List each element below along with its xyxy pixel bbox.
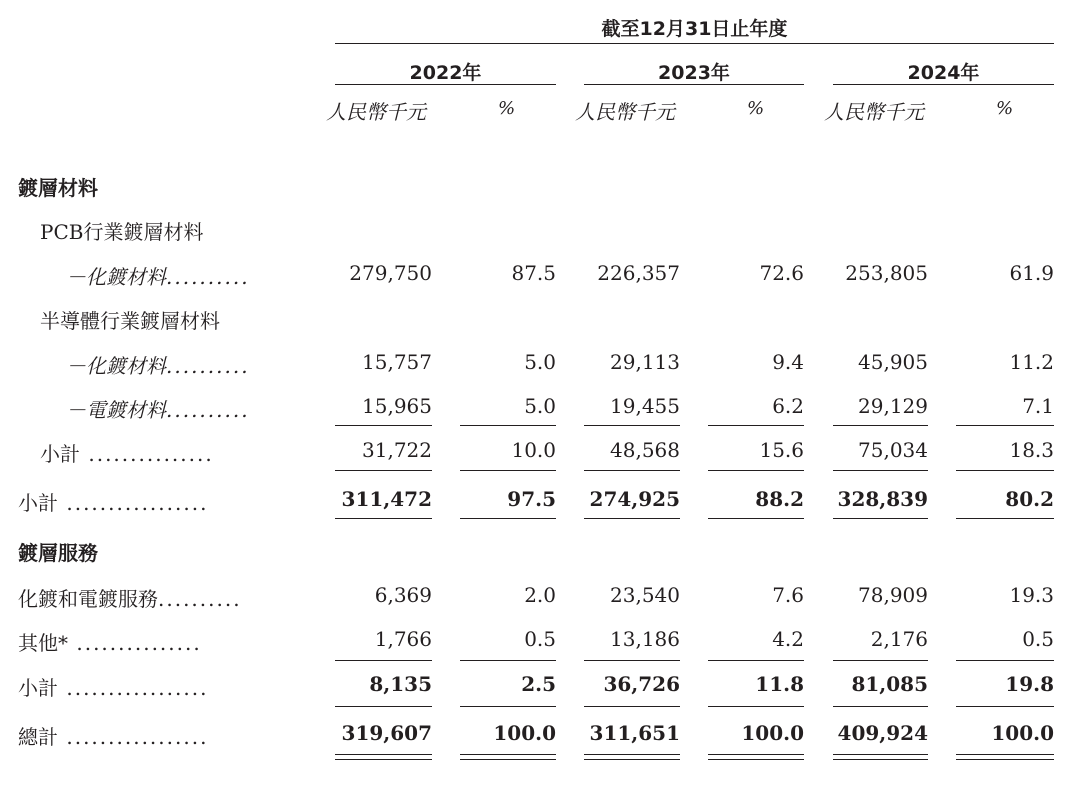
header-rule <box>335 43 1054 44</box>
cell-total-2023-amount: 311,651 <box>589 721 680 745</box>
row-label-services-subtotal: 小計 ................. <box>18 676 209 700</box>
cell-service-2022-amount: 6,369 <box>374 583 432 607</box>
rule-c6 <box>956 706 1054 707</box>
cell-semi-chem-2023-pct: 9.4 <box>772 350 804 374</box>
cell-services-subtotal-2023-amount: 36,726 <box>603 672 680 696</box>
cell-total-2022-pct: 100.0 <box>493 721 556 745</box>
rule-c5 <box>833 706 928 707</box>
year-2022-header: 2022年 <box>409 62 482 84</box>
row-label-total: 總計 ................. <box>18 725 209 749</box>
double-rule-c2 <box>460 759 556 760</box>
cell-semi-chem-2022-amount: 15,757 <box>362 350 432 374</box>
cell-semi-chem-2024-amount: 45,905 <box>858 350 928 374</box>
rule-c6 <box>956 470 1054 471</box>
cell-semi-elec-2024-pct: 7.1 <box>1022 394 1054 418</box>
year-2023-header: 2023年 <box>658 62 730 84</box>
rule-c1 <box>335 706 432 707</box>
year-rule-2023 <box>584 84 804 85</box>
cell-pcb-chem-2022-amount: 279,750 <box>349 261 432 285</box>
double-rule-c4 <box>708 754 804 755</box>
cell-service-2024-amount: 78,909 <box>858 583 928 607</box>
pct-2023: % <box>747 98 765 119</box>
subsection-semiconductor: 半導體行業鍍層材料 <box>40 309 220 333</box>
double-rule-c6 <box>956 754 1054 755</box>
cell-materials-subtotal-2024-amount: 328,839 <box>837 487 928 511</box>
rule-c1 <box>335 425 432 426</box>
rule-c3 <box>584 518 680 519</box>
cell-total-2024-amount: 409,924 <box>837 721 928 745</box>
cell-services-subtotal-2024-pct: 19.8 <box>1005 672 1054 696</box>
pct-2024: % <box>996 98 1014 119</box>
rule-c6 <box>956 518 1054 519</box>
cell-pcb-chem-2022-pct: 87.5 <box>511 261 556 285</box>
rule-c3 <box>584 425 680 426</box>
cell-pcb-chem-2023-pct: 72.6 <box>759 261 804 285</box>
cell-services-subtotal-2022-pct: 2.5 <box>521 672 556 696</box>
rule-c4 <box>708 660 804 661</box>
cell-materials-subtotal-2023-amount: 274,925 <box>589 487 680 511</box>
row-label-semi-subtotal: 小計 ............... <box>40 442 214 466</box>
rule-c2 <box>460 425 556 426</box>
row-label-semi-elec: －電鍍材料.......... <box>66 398 250 422</box>
cell-service-2023-pct: 7.6 <box>772 583 804 607</box>
rule-c3 <box>584 706 680 707</box>
cell-others-2024-pct: 0.5 <box>1022 627 1054 651</box>
rule-c1 <box>335 660 432 661</box>
unit-2022: 人民幣千元 <box>326 100 426 124</box>
cell-pcb-chem-2024-amount: 253,805 <box>845 261 928 285</box>
rule-c5 <box>833 470 928 471</box>
cell-semi-chem-2023-amount: 29,113 <box>610 350 680 374</box>
cell-services-subtotal-2022-amount: 8,135 <box>369 672 432 696</box>
row-label-others: 其他* ............... <box>18 631 202 655</box>
double-rule-c2 <box>460 754 556 755</box>
cell-service-2024-pct: 19.3 <box>1009 583 1054 607</box>
rule-c4 <box>708 425 804 426</box>
cell-pcb-chem-2024-pct: 61.9 <box>1009 261 1054 285</box>
rule-c6 <box>956 660 1054 661</box>
cell-semi-subtotal-2023-amount: 48,568 <box>610 438 680 462</box>
rule-c3 <box>584 660 680 661</box>
double-rule-c5 <box>833 754 928 755</box>
cell-total-2023-pct: 100.0 <box>741 721 804 745</box>
rule-c5 <box>833 660 928 661</box>
cell-pcb-chem-2023-amount: 226,357 <box>597 261 680 285</box>
rule-c2 <box>460 518 556 519</box>
rule-c4 <box>708 518 804 519</box>
rule-c4 <box>708 470 804 471</box>
row-label-semi-chem: －化鍍材料.......... <box>66 354 250 378</box>
double-rule-c1 <box>335 754 432 755</box>
section-plating-services: 鍍層服務 <box>18 541 98 565</box>
rule-c6 <box>956 425 1054 426</box>
double-rule-c6 <box>956 759 1054 760</box>
double-rule-c5 <box>833 759 928 760</box>
cell-materials-subtotal-2022-amount: 311,472 <box>341 487 432 511</box>
unit-2024: 人民幣千元 <box>824 100 924 124</box>
year-rule-2024 <box>833 84 1054 85</box>
rule-c2 <box>460 660 556 661</box>
cell-others-2023-amount: 13,186 <box>610 627 680 651</box>
cell-others-2024-amount: 2,176 <box>870 627 928 651</box>
rule-c5 <box>833 425 928 426</box>
cell-semi-subtotal-2024-pct: 18.3 <box>1009 438 1054 462</box>
cell-semi-subtotal-2022-amount: 31,722 <box>362 438 432 462</box>
cell-materials-subtotal-2023-pct: 88.2 <box>755 487 804 511</box>
pct-2022: % <box>498 98 516 119</box>
year-2024-header: 2024年 <box>907 62 980 84</box>
cell-semi-chem-2024-pct: 11.2 <box>1009 350 1054 374</box>
year-rule-2022 <box>335 84 556 85</box>
cell-semi-elec-2022-pct: 5.0 <box>524 394 556 418</box>
period-header: 截至12月31日止年度 <box>601 18 788 40</box>
cell-materials-subtotal-2022-pct: 97.5 <box>507 487 556 511</box>
unit-2023: 人民幣千元 <box>575 100 675 124</box>
cell-semi-subtotal-2023-pct: 15.6 <box>759 438 804 462</box>
cell-others-2022-pct: 0.5 <box>524 627 556 651</box>
section-plating-materials: 鍍層材料 <box>18 176 98 200</box>
double-rule-c1 <box>335 759 432 760</box>
cell-semi-elec-2023-pct: 6.2 <box>772 394 804 418</box>
double-rule-c3 <box>584 759 680 760</box>
cell-total-2022-amount: 319,607 <box>341 721 432 745</box>
rule-c3 <box>584 470 680 471</box>
rule-c1 <box>335 518 432 519</box>
rule-c5 <box>833 518 928 519</box>
cell-semi-elec-2024-amount: 29,129 <box>858 394 928 418</box>
subsection-pcb: PCB行業鍍層材料 <box>40 220 204 244</box>
cell-service-2022-pct: 2.0 <box>524 583 556 607</box>
double-rule-c4 <box>708 759 804 760</box>
rule-c2 <box>460 706 556 707</box>
row-label-materials-subtotal: 小計 ................. <box>18 491 209 515</box>
cell-services-subtotal-2024-amount: 81,085 <box>851 672 928 696</box>
cell-others-2022-amount: 1,766 <box>374 627 432 651</box>
cell-materials-subtotal-2024-pct: 80.2 <box>1005 487 1054 511</box>
row-label-chem-elec-service: 化鍍和電鍍服務.......... <box>18 587 242 611</box>
double-rule-c3 <box>584 754 680 755</box>
cell-semi-subtotal-2024-amount: 75,034 <box>858 438 928 462</box>
cell-semi-subtotal-2022-pct: 10.0 <box>511 438 556 462</box>
cell-total-2024-pct: 100.0 <box>991 721 1054 745</box>
cell-semi-elec-2023-amount: 19,455 <box>610 394 680 418</box>
rule-c4 <box>708 706 804 707</box>
cell-services-subtotal-2023-pct: 11.8 <box>755 672 804 696</box>
row-label-pcb-chem: －化鍍材料.......... <box>66 265 250 289</box>
cell-service-2023-amount: 23,540 <box>610 583 680 607</box>
cell-semi-elec-2022-amount: 15,965 <box>362 394 432 418</box>
cell-others-2023-pct: 4.2 <box>772 627 804 651</box>
cell-semi-chem-2022-pct: 5.0 <box>524 350 556 374</box>
rule-c1 <box>335 470 432 471</box>
rule-c2 <box>460 470 556 471</box>
